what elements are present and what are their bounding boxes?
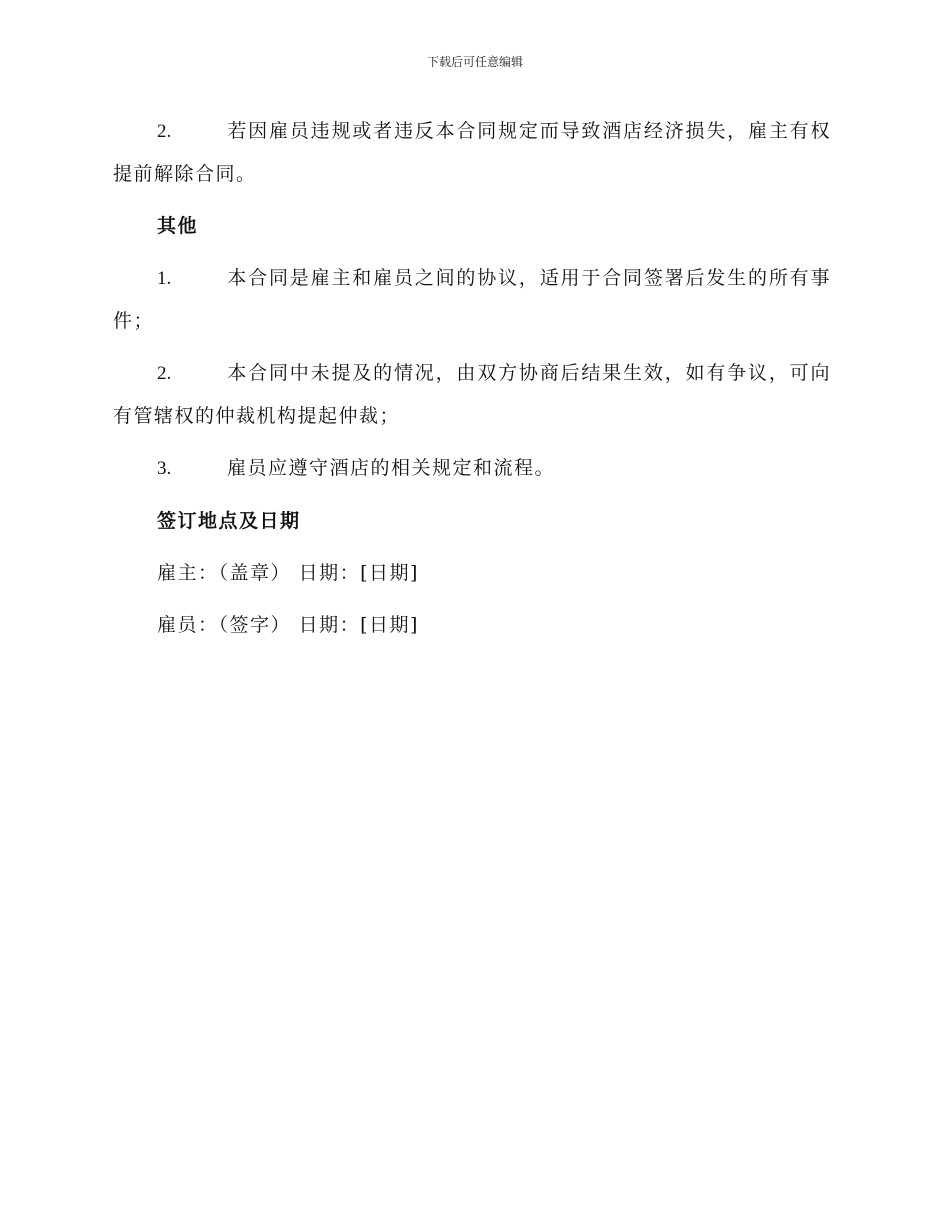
employer-signature-line xyxy=(157,552,831,594)
clause-number: 1. xyxy=(157,268,172,289)
termination-clause xyxy=(113,110,831,195)
employer-date-label: 日期： xyxy=(298,562,361,584)
clause-text: 本合同中未提及的情况，由双方协商后结果生效，如有争议，可向有管辖权的仲裁机构提起仲裁； xyxy=(113,362,831,427)
employer-label: 雇主： xyxy=(157,562,219,584)
section-heading-signing: 签订地点及日期 xyxy=(157,510,301,532)
clause-number: 2. xyxy=(157,121,172,142)
employer-seal-mark: （盖章） xyxy=(218,562,292,584)
employer-date-value: [日期] xyxy=(360,562,419,584)
document-body xyxy=(113,110,831,656)
other-clause-2 xyxy=(113,352,831,437)
clause-text: 雇员应遵守酒店的相关规定和流程。 xyxy=(227,457,556,479)
clause-text: 若因雇员违规或者违反本合同规定而导致酒店经济损失，雇主有权提前解除合同。 xyxy=(113,120,831,185)
employee-date-label: 日期： xyxy=(298,614,361,636)
employee-signature-line xyxy=(157,604,831,646)
employee-label: 雇员： xyxy=(157,614,219,636)
clause-number: 2. xyxy=(157,363,172,384)
other-clause-3 xyxy=(113,447,831,490)
other-clause-1 xyxy=(113,257,831,342)
clause-number: 3. xyxy=(157,458,172,479)
employee-signature-mark: （签字） xyxy=(218,614,292,636)
page-header: 下载后可任意编辑 xyxy=(426,55,523,69)
clause-text: 本合同是雇主和雇员之间的协议，适用于合同签署后发生的所有事件； xyxy=(113,267,831,332)
employee-date-value: [日期] xyxy=(360,614,419,636)
section-heading-other: 其他 xyxy=(157,215,199,237)
